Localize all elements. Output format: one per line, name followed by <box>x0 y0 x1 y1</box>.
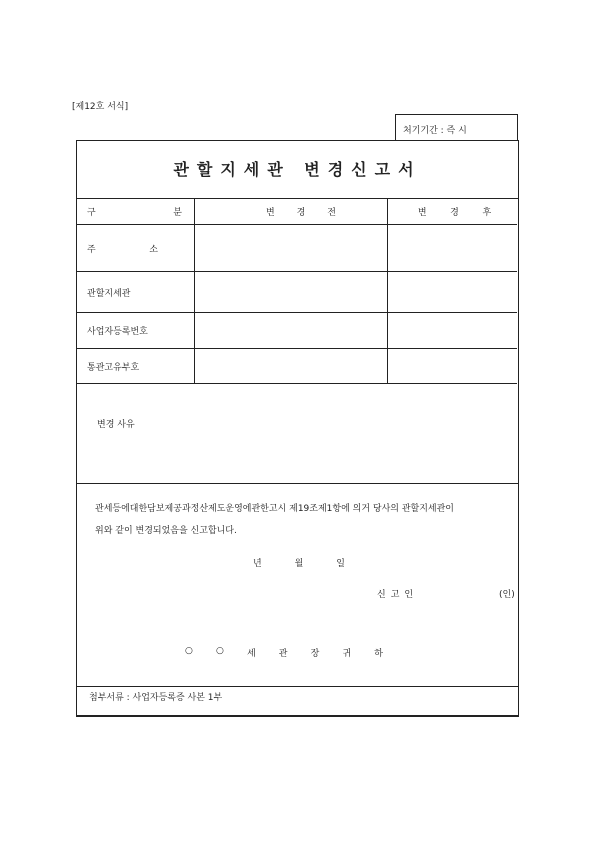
table-row <box>77 272 517 313</box>
seal-label: (인) <box>499 590 515 600</box>
customs-code-before-cell[interactable] <box>195 349 388 384</box>
addressee-line: ○ ○ 세 관 장 귀 하 <box>185 646 383 659</box>
day-label: 일 <box>336 559 345 569</box>
table-header-row <box>77 199 517 225</box>
change-reason-section[interactable] <box>77 385 518 484</box>
header-after: 변 경 후 <box>388 199 518 225</box>
declaration-section <box>77 483 518 687</box>
header-category: 구 분 <box>77 199 195 225</box>
processing-period-text: 처기기간 : 즉 시 <box>403 126 467 136</box>
row-label-customs: 관할지세관 <box>77 272 195 313</box>
date-line <box>253 556 345 569</box>
customs-after-cell[interactable] <box>388 272 518 313</box>
change-reason-label: 변경 사유 <box>97 420 135 430</box>
address-after-cell[interactable] <box>388 225 518 272</box>
table-row <box>77 225 517 272</box>
table-row <box>77 313 517 349</box>
customs-code-after-cell[interactable] <box>388 349 518 384</box>
year-label: 년 <box>253 559 262 569</box>
form-number-label: [제12호 서식] <box>72 102 129 112</box>
address-before-cell[interactable] <box>195 225 388 272</box>
report-form <box>76 140 519 717</box>
row-label-address: 주 소 <box>77 225 195 272</box>
row-label-customs-code: 통관고유부호 <box>77 349 195 384</box>
customs-before-cell[interactable] <box>195 272 388 313</box>
form-title: 관할지세관 변경신고서 <box>77 141 518 199</box>
header-before: 변 경 전 <box>195 199 388 225</box>
table-row <box>77 349 517 384</box>
attachment-note: 첨부서류 : 사업자등록증 사본 1부 <box>89 693 223 703</box>
declaration-line-1: 관세등에대한담보제공과정산제도운영에관한고시 제19조제1항에 의거 당사의 관할지세관이 <box>95 504 454 514</box>
declaration-line-2: 위와 같이 변경되었음을 신고합니다. <box>95 526 237 536</box>
business-number-before-cell[interactable] <box>195 313 388 349</box>
row-label-business-number: 사업자등록번호 <box>77 313 195 349</box>
processing-period-box <box>395 114 518 140</box>
reporter-label: 신고인 <box>377 590 419 600</box>
business-number-after-cell[interactable] <box>388 313 518 349</box>
change-table <box>77 198 517 384</box>
month-label: 월 <box>294 559 304 569</box>
